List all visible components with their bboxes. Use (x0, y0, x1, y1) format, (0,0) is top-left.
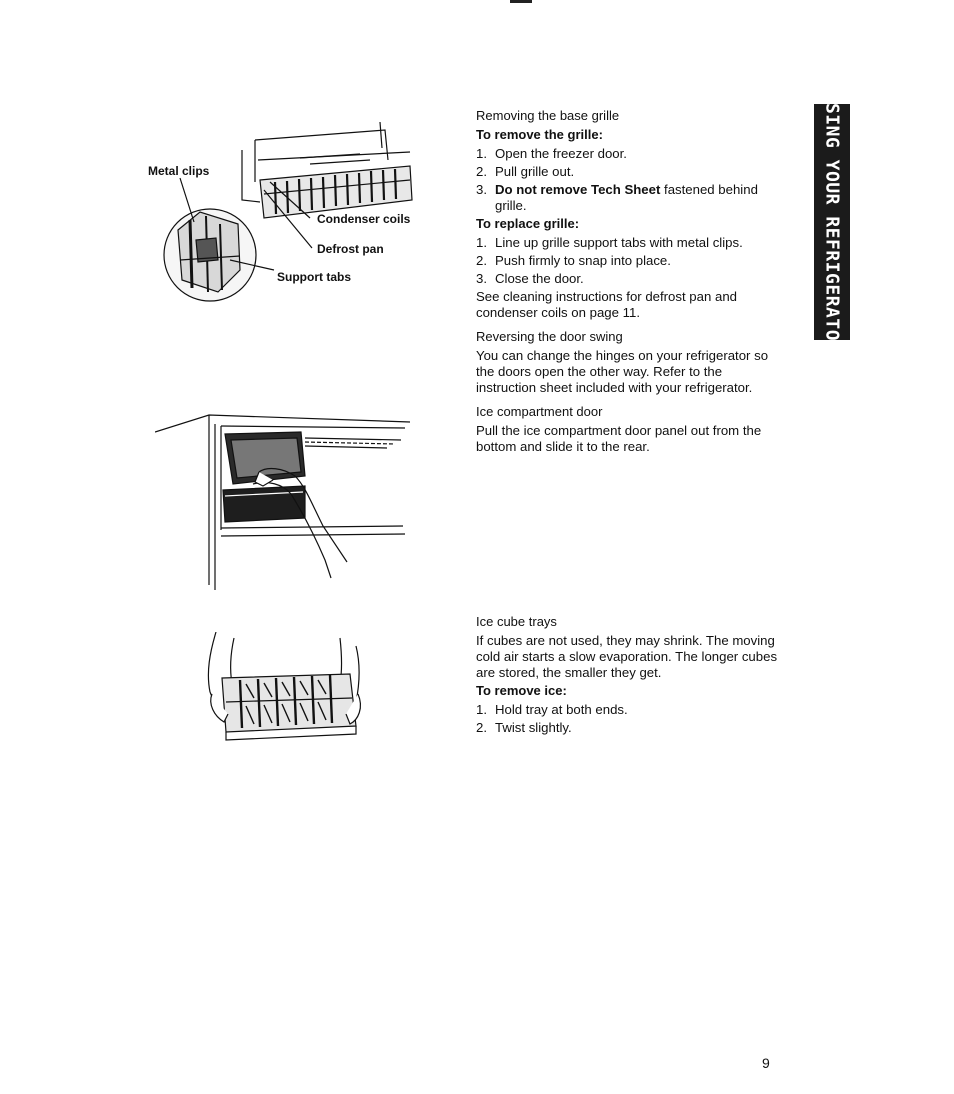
replace-grille-heading: To replace grille: (476, 216, 580, 231)
ice-door-drawing (155, 410, 415, 595)
list-item (476, 235, 781, 251)
ice-tray-figure (200, 632, 370, 747)
step-number: 2. (476, 253, 487, 268)
tech-sheet-rest: fastened behind grille. (495, 182, 758, 213)
step-number: 1. (476, 235, 487, 250)
list-item (476, 146, 781, 162)
ice-tray-drawing (200, 632, 370, 747)
side-tab-label: USING YOUR REFRIGERATOR (821, 91, 843, 353)
remove-grille-steps (476, 146, 781, 214)
grille-section (476, 108, 781, 460)
list-item (476, 253, 781, 269)
remove-ice-heading: To remove ice: (476, 683, 567, 698)
door-swing-heading: Reversing the door swing (476, 329, 623, 344)
ice-door-figure (155, 410, 415, 595)
cleaning-note: See cleaning instructions for defrost pan and condenser coils on page 11. (476, 289, 737, 320)
step-text (495, 182, 781, 214)
step-number: 3. (476, 182, 487, 197)
step-number: 1. (476, 702, 487, 717)
callout-defrost-pan: Defrost pan (317, 242, 384, 256)
list-item (476, 271, 781, 287)
replace-grille-steps (476, 235, 781, 287)
step-text: Open the freezer door. (495, 146, 627, 161)
step-text: Twist slightly. (495, 720, 572, 735)
door-swing-text: You can change the hinges on your refrigerator so the doors open the other way. Refer to the instruction sheet included with your refrigerator. (476, 348, 769, 395)
ice-trays-text: If cubes are not used, they may shrink. The moving cold air starts a slow evaporation. The longer cubes are stored, the smaller they get. (476, 633, 778, 680)
callout-support-tabs: Support tabs (277, 270, 351, 284)
ice-door-text: Pull the ice compartment door panel out from the bottom and slide it to the rear. (476, 423, 762, 454)
grille-heading: Removing the base grille (476, 108, 620, 123)
step-text: Push firmly to snap into place. (495, 253, 671, 268)
callout-condenser-coils: Condenser coils (317, 212, 411, 226)
list-item (476, 164, 781, 180)
step-number: 1. (476, 146, 487, 161)
base-grille-figure (148, 120, 420, 310)
callout-metal-clips: Metal clips (148, 164, 210, 178)
ice-trays-section (476, 614, 781, 738)
step-text: Close the door. (495, 271, 584, 286)
remove-grille-heading: To remove the grille: (476, 127, 603, 142)
step-number: 3. (476, 271, 487, 286)
step-number: 2. (476, 164, 487, 179)
step-number: 2. (476, 720, 487, 735)
page-number: 9 (762, 1055, 770, 1071)
section-side-tab (814, 91, 850, 353)
step-text: Hold tray at both ends. (495, 702, 628, 717)
tech-sheet-warning: Do not remove Tech Sheet (495, 182, 661, 197)
ice-door-heading: Ice compartment door (476, 404, 603, 419)
list-item (476, 702, 781, 718)
ice-trays-heading: Ice cube trays (476, 614, 557, 629)
step-text: Line up grille support tabs with metal clips. (495, 235, 743, 250)
step-text: Pull grille out. (495, 164, 575, 179)
list-item (476, 720, 781, 736)
remove-ice-steps (476, 702, 781, 736)
list-item (476, 182, 781, 214)
top-edge-mark (510, 0, 532, 3)
